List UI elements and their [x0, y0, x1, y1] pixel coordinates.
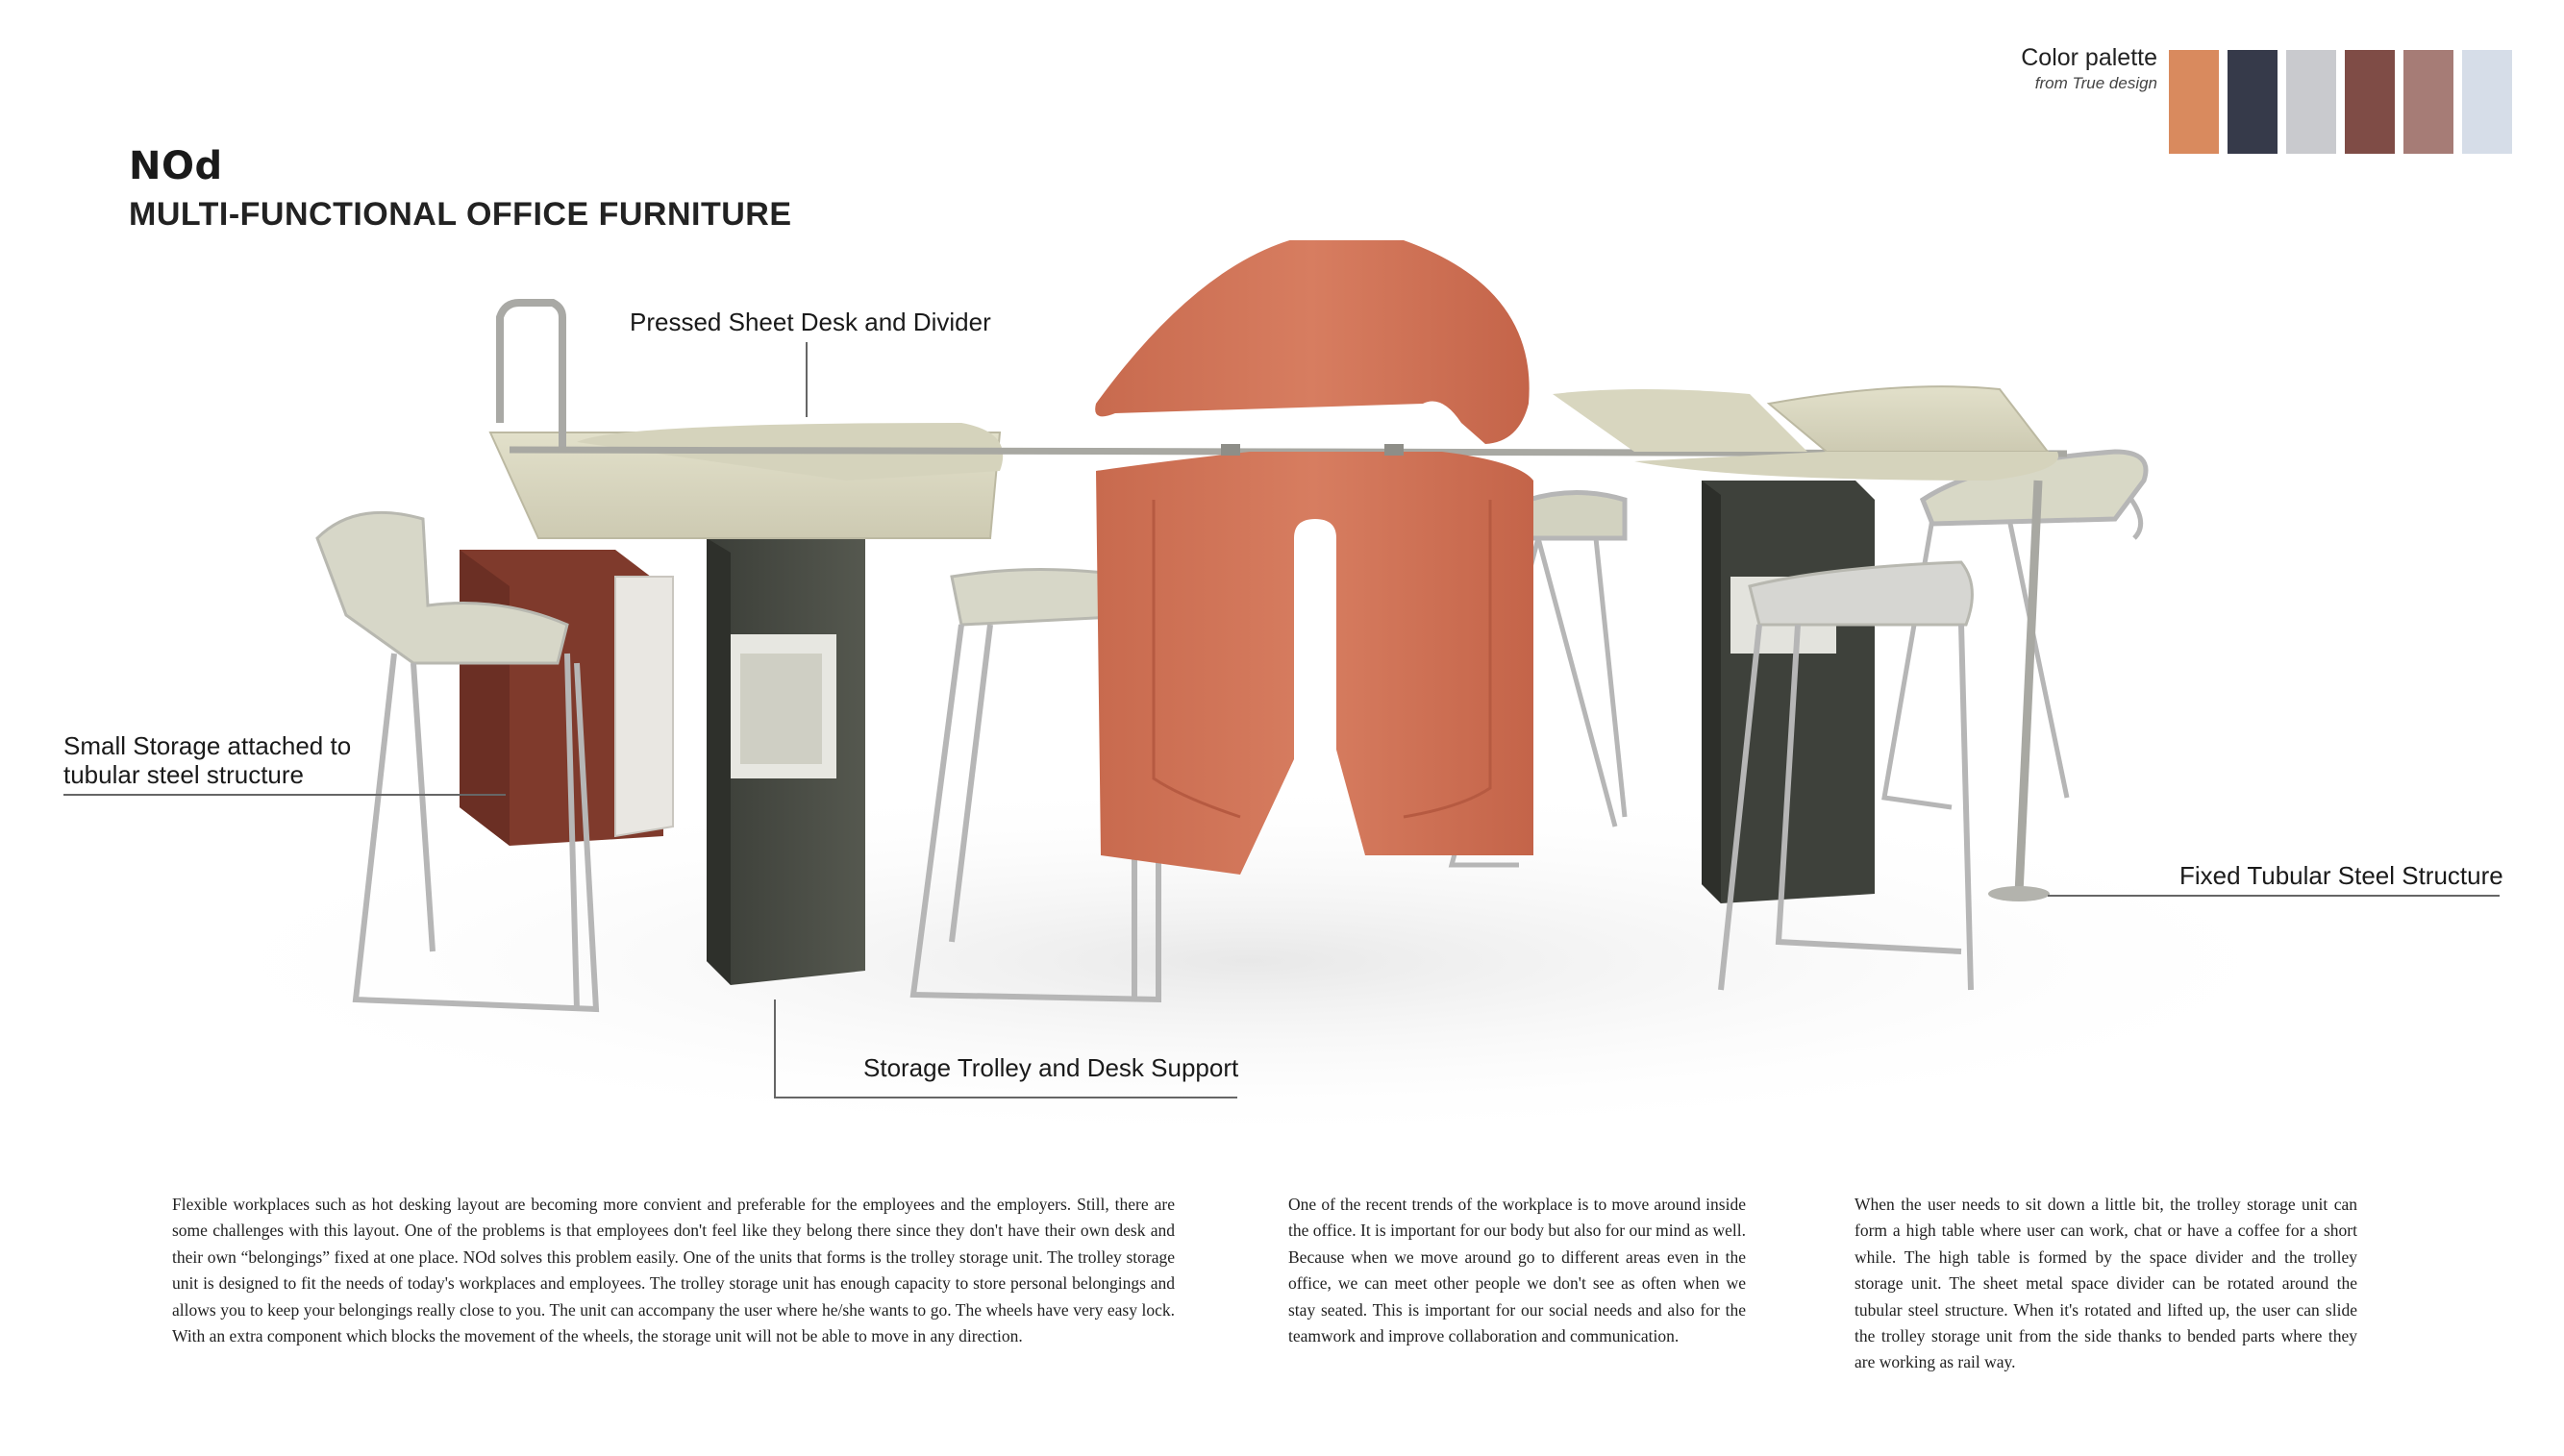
- page-title: NOd: [129, 144, 223, 188]
- backrest-rail: [500, 303, 562, 452]
- callout-small-storage-line1: Small Storage attached to: [63, 731, 352, 760]
- trolley-left: [707, 519, 865, 985]
- callout-desk-divider: Pressed Sheet Desk and Divider: [630, 308, 991, 336]
- callout-trolley-hline: [774, 1097, 1237, 1098]
- stool-far-right: [1884, 452, 2146, 807]
- palette-source: from True design: [2034, 74, 2157, 92]
- swatch-brown: [2345, 50, 2395, 154]
- trolley-right: [1702, 481, 1875, 903]
- page-subtitle: MULTI-FUNCTIONAL OFFICE FURNITURE: [129, 196, 792, 233]
- callout-trolley-vline: [774, 999, 776, 1098]
- body-text-col2: One of the recent trends of the workplace is to move around inside the office. It is important for our body but also for our mind as well. Because when we move around go to different areas even in the office, we can meet other people we don't see as often when we stay seated. This is important for our social needs and also for the teamwork and improve collaboration and communication.: [1288, 1195, 1746, 1346]
- desk-right-top: [1769, 386, 2048, 452]
- swatch-dusty-rose: [2403, 50, 2453, 154]
- body-text-col3: When the user needs to sit down a little bit, the trolley storage unit can form a high table where user can work, chat or have a coffee for a short while. The high table is formed by the space divider and the trolley storage unit. The sheet metal space divider can be rotated around the tubular steel structure. When it's rotated and lifted up, the user can slide the trolley storage unit from the side thanks to bended parts where they are working as rail way.: [1855, 1195, 2357, 1372]
- swatch-orange: [2169, 50, 2219, 154]
- callout-trolley: Storage Trolley and Desk Support: [863, 1053, 1239, 1082]
- swatch-charcoal: [2228, 50, 2278, 154]
- color-palette: [2169, 50, 2512, 154]
- palette-label: [2021, 44, 2157, 93]
- callout-fixed-structure-line: [2048, 895, 2500, 897]
- body-text-col1: Flexible workplaces such as hot desking layout are becoming more convient and preferable for the employees and the employers. Still, there are some challenges with this layout. One of the problems is that employees don't feel like they belong there since they don't have their own desk and their own “belongings” fixed at one place. NOd solves this problem easily. One of the units that forms is the trolley storage unit. The trolley storage unit is designed to fit the needs of today's workplaces and employees. The trolley storage unit has enough capacity to store personal belongings and allows you to keep your belongings really close to you. The unit can accompany the user where he/she wants to go. The wheels have very easy lock. With an extra component which blocks the movement of the wheels, the storage unit will not be able to move in any direction.: [172, 1195, 1175, 1346]
- desk-right-left-top: [1553, 389, 1807, 452]
- callout-small-storage-line2: tubular steel structure: [63, 760, 305, 789]
- post-base: [1988, 886, 2050, 901]
- swatch-pale-blue: [2462, 50, 2512, 154]
- palette-title: Color palette: [2021, 44, 2157, 71]
- callout-desk-divider-line: [806, 342, 808, 417]
- swatch-light-grey: [2286, 50, 2336, 154]
- callout-fixed-structure: Fixed Tubular Steel Structure: [2179, 861, 2503, 890]
- callout-small-storage-line: [63, 794, 506, 796]
- furniture-render: [0, 240, 2564, 1153]
